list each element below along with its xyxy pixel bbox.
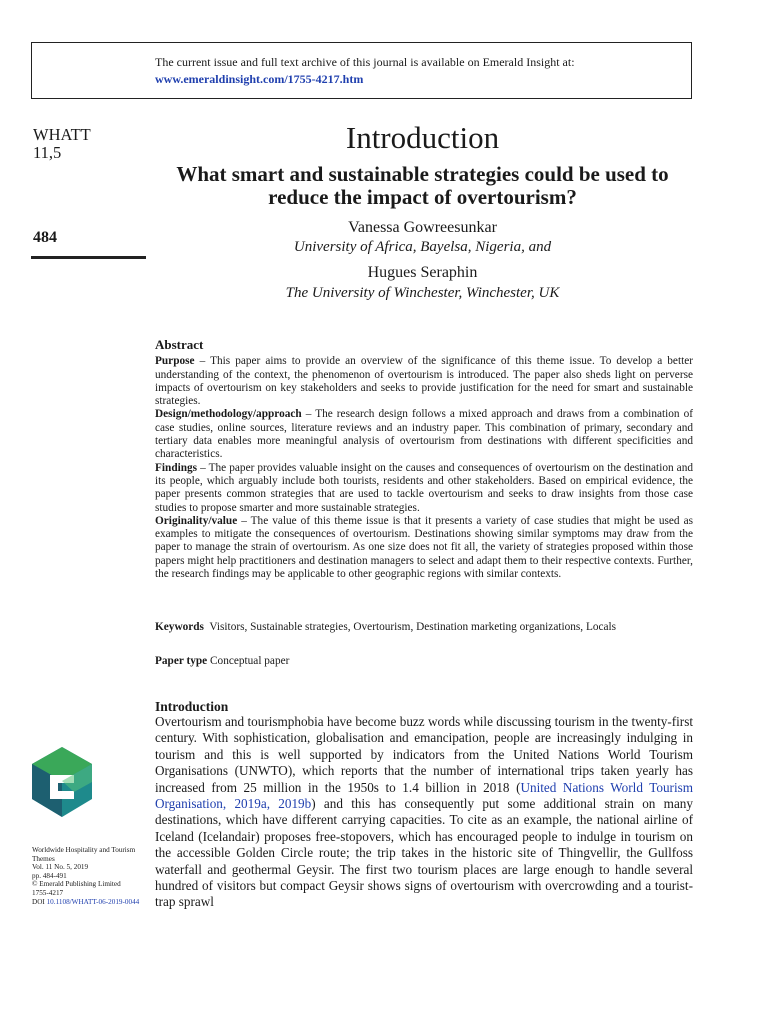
intro-text: ) and this has consequently put some additional strain on many destinations, which have different carrying capacities. To cite as an example, the national airline of Iceland (Icelandair) proposes free-stopovers, which has encouraged people to indulge in tourism on the accessible Golden Circle route; the trip takes in the historic site of Thingvellir, the Gullfoss waterfall and geothermal Geysir. The first two tourism places are large enough to handle several hundred of visitors but compact Geysir shows signs of overtourism with overcrowding and a tourist-trap sprawl [155,796,693,910]
abstract [155,338,693,581]
article-metadata [32,846,147,906]
intro-text: Overtourism and tourismphobia have become buzz words while discussing tourism in the twenty-first century. With sophistication, globalisation and emancipation, people are increasingly indulging in tourism and this is well supported by indicators from the United Nations World Tourism Organisations (UNWTO), which reports that the number of international trips taken yearly has increased from 25 million in the 1950s to 1.4 billion in 2018 ( [155,714,693,795]
journal-id [33,126,91,162]
meta-pages: pp. 484-491 [32,871,67,880]
keywords-label: Keywords [155,621,204,633]
author-name: Hugues Seraphin [367,264,478,281]
introduction-body [155,714,693,911]
author-affiliation: University of Africa, Bayelsa, Nigeria, and [293,239,552,255]
citation-link[interactable]: United Nations World Tourism Organisation, 2019a, 2019b [155,779,693,812]
originality-text: – The value of this theme issue is that it presents a variety of case studies that might be used as examples to mitigate the consequences of overtourism. Destinations showing similar symptoms may draw from the paper to manage the strain of overtourism. As one size does not fit all, the variety of strategies proposed within those papers might help practitioners and destination managers to select and adapt them to their respective contexts. Further, the research findings may be applicable to other geographic regions with similar contexts. [155,514,693,581]
meta-doi [32,898,147,907]
doi-label: DOI [32,897,45,906]
page-number: 484 [33,229,57,246]
originality-label: Originality/value [155,514,238,527]
keywords-text: Visitors, Sustainable strategies, Overtourism, Destination marketing organizations, Locals [209,621,617,633]
margin-rule [31,256,146,259]
meta-journal-name: Worldwide Hospitality and Tourism Themes [32,846,136,863]
abstract-heading: Abstract [155,337,204,352]
design-label: Design/methodology/approach [155,408,302,421]
meta-copyright: © Emerald Publishing Limited [32,880,121,889]
meta-volume: Vol. 11 No. 5, 2019 [32,863,89,872]
journal-volume: 11,5 [33,143,62,162]
author-affiliation: The University of Winchester, Winchester, UK [285,285,560,301]
doi-link[interactable]: 10.1108/WHATT-06-2019-0044 [46,897,140,906]
paper-type [155,655,289,667]
introduction-heading: Introduction [155,699,229,714]
findings-label: Findings [155,461,198,474]
emerald-logo-icon [32,747,92,817]
abstract-purpose [155,355,693,408]
banner-link[interactable]: www.emeraldinsight.com/1755-4217.htm [155,72,364,86]
journal-archive-banner [31,42,692,99]
purpose-text: – This paper aims to provide an overview of the significance of this theme issue. To develop a better understanding of the context, the phenomenon of overtourism is introduced. The paper also sheds light on perverse impacts of overtourism on key stakeholders and seeks to provide justification for the need for smart and sustainable strategies. [155,355,694,408]
journal-abbr: WHATT [33,125,91,144]
abstract-findings [155,462,693,515]
article-subtitle: What smart and sustainable strategies could be used to reduce the impact of overtourism? [176,162,669,209]
author-name: Vanessa Gowreesunkar [348,219,497,236]
findings-text: – The paper provides valuable insight on the causes and consequences of overtourism on the destination and its people, which arguably include both tourists, residents and other stakeholders. Based on empirical evidence, the paper presents common strategies that are used to tackle overtourism and seeks to draw insights from those case studies to propose smarter and more sustainable strategies. [155,461,693,514]
paper-type-label: Paper type [155,655,208,667]
article-title: Introduction [345,120,500,155]
design-text: – The research design follows a mixed approach and draws from a combination of case studies, online sources, literature reviews and an industry paper. This combination of primary, secondary and tertiary data enables more meaningful analysis of overtourism from destinations with different specificities and characteristics. [155,408,694,461]
keywords [155,620,693,634]
abstract-design [155,408,693,461]
meta-issn: 1755-4217 [32,888,64,897]
abstract-originality [155,515,693,581]
banner-text: The current issue and full text archive of this journal is available on Emerald Insight at: [155,55,575,69]
purpose-label: Purpose [155,355,195,368]
paper-type-text: Conceptual paper [210,655,290,667]
